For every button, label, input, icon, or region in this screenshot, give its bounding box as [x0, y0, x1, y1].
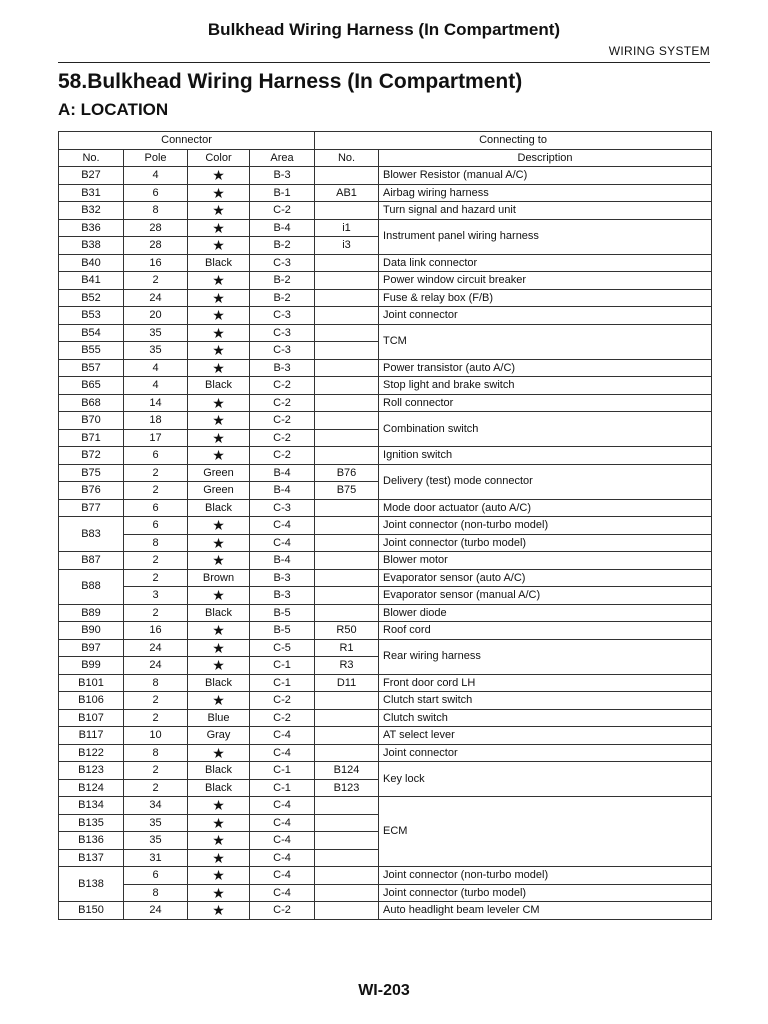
- pole-cell: 4: [124, 377, 188, 395]
- description-cell: Blower diode: [379, 604, 712, 622]
- table-row: [59, 674, 712, 692]
- connecting-no-cell: B76: [315, 464, 379, 482]
- connecting-no-cell: i1: [315, 219, 379, 237]
- table-row: [59, 709, 712, 727]
- color-cell: ★: [188, 814, 250, 832]
- pole-cell: 4: [124, 359, 188, 377]
- area-cell: B-3: [250, 167, 315, 185]
- connector-no-cell: B101: [59, 674, 124, 692]
- connecting-no-cell: [315, 307, 379, 325]
- pole-cell: 2: [124, 482, 188, 500]
- table-row: [59, 639, 712, 657]
- description-cell: Airbag wiring harness: [379, 184, 712, 202]
- color-cell: Brown: [188, 569, 250, 587]
- connecting-no-cell: [315, 447, 379, 465]
- table-row: [59, 219, 712, 237]
- header-rule: [58, 62, 710, 63]
- connector-no-cell: B53: [59, 307, 124, 325]
- pole-cell: 28: [124, 237, 188, 255]
- table-row: [59, 167, 712, 185]
- table-row: [59, 394, 712, 412]
- area-cell: B-2: [250, 237, 315, 255]
- description-cell: Blower motor: [379, 552, 712, 570]
- connector-no-cell: B87: [59, 552, 124, 570]
- area-cell: C-5: [250, 639, 315, 657]
- area-cell: B-5: [250, 604, 315, 622]
- pole-cell: 8: [124, 202, 188, 220]
- pole-cell: 8: [124, 674, 188, 692]
- pole-cell: 2: [124, 272, 188, 290]
- color-cell: ★: [188, 744, 250, 762]
- description-cell: Power window circuit breaker: [379, 272, 712, 290]
- description-cell: ECM: [379, 797, 712, 867]
- pole-cell: 6: [124, 447, 188, 465]
- area-cell: C-2: [250, 429, 315, 447]
- description-cell: Evaporator sensor (manual A/C): [379, 587, 712, 605]
- pole-cell: 8: [124, 744, 188, 762]
- area-cell: C-4: [250, 517, 315, 535]
- color-cell: ★: [188, 534, 250, 552]
- color-cell: ★: [188, 797, 250, 815]
- area-cell: C-3: [250, 307, 315, 325]
- description-cell: Joint connector: [379, 744, 712, 762]
- connecting-no-cell: [315, 849, 379, 867]
- table-row: [59, 184, 712, 202]
- description-cell: Instrument panel wiring harness: [379, 219, 712, 254]
- color-cell: ★: [188, 622, 250, 640]
- connector-no-cell: B135: [59, 814, 124, 832]
- area-cell: C-3: [250, 499, 315, 517]
- color-cell: ★: [188, 167, 250, 185]
- color-cell: ★: [188, 884, 250, 902]
- pole-cell: 24: [124, 657, 188, 675]
- table-row: [59, 202, 712, 220]
- pole-cell: 24: [124, 639, 188, 657]
- table-row: [59, 377, 712, 395]
- description-cell: Blower Resistor (manual A/C): [379, 167, 712, 185]
- connecting-no-cell: [315, 359, 379, 377]
- connecting-no-cell: [315, 744, 379, 762]
- table-row: [59, 289, 712, 307]
- color-cell: Black: [188, 604, 250, 622]
- area-cell: C-2: [250, 377, 315, 395]
- connector-no-cell: B71: [59, 429, 124, 447]
- area-cell: C-1: [250, 762, 315, 780]
- connecting-no-cell: [315, 342, 379, 360]
- pole-cell: 35: [124, 832, 188, 850]
- connector-no-cell: B55: [59, 342, 124, 360]
- pole-cell: 31: [124, 849, 188, 867]
- connecting-no-cell: B123: [315, 779, 379, 797]
- description-cell: Fuse & relay box (F/B): [379, 289, 712, 307]
- description-cell: Auto headlight beam leveler CM: [379, 902, 712, 920]
- connecting-no-cell: AB1: [315, 184, 379, 202]
- color-cell: Black: [188, 254, 250, 272]
- connector-no-cell: B83: [59, 517, 124, 552]
- pole-cell: 2: [124, 464, 188, 482]
- area-cell: C-3: [250, 254, 315, 272]
- color-cell: ★: [188, 342, 250, 360]
- connector-no-cell: B150: [59, 902, 124, 920]
- connector-no-cell: B54: [59, 324, 124, 342]
- table-row: [59, 762, 712, 780]
- description-cell: Clutch start switch: [379, 692, 712, 710]
- connector-no-cell: B57: [59, 359, 124, 377]
- color-cell: ★: [188, 289, 250, 307]
- area-cell: C-4: [250, 867, 315, 885]
- color-cell: ★: [188, 849, 250, 867]
- pole-cell: 2: [124, 569, 188, 587]
- connecting-no-cell: B75: [315, 482, 379, 500]
- pole-cell: 28: [124, 219, 188, 237]
- color-cell: Green: [188, 482, 250, 500]
- column-header-connecting-no: No.: [315, 149, 379, 167]
- table-row: [59, 324, 712, 342]
- color-cell: ★: [188, 272, 250, 290]
- connector-no-cell: B107: [59, 709, 124, 727]
- connecting-no-cell: [315, 867, 379, 885]
- pole-cell: 18: [124, 412, 188, 430]
- table-row: [59, 359, 712, 377]
- color-cell: Black: [188, 762, 250, 780]
- connecting-no-cell: [315, 884, 379, 902]
- pole-cell: 8: [124, 534, 188, 552]
- color-cell: ★: [188, 412, 250, 430]
- connector-no-cell: B41: [59, 272, 124, 290]
- connector-no-cell: B124: [59, 779, 124, 797]
- column-header-pole: Pole: [124, 149, 188, 167]
- area-cell: B-4: [250, 464, 315, 482]
- description-cell: Turn signal and hazard unit: [379, 202, 712, 220]
- pole-cell: 6: [124, 499, 188, 517]
- color-cell: Black: [188, 674, 250, 692]
- connector-no-cell: B117: [59, 727, 124, 745]
- table-row: [59, 727, 712, 745]
- area-cell: C-3: [250, 342, 315, 360]
- area-cell: B-2: [250, 272, 315, 290]
- area-cell: C-4: [250, 727, 315, 745]
- description-cell: Front door cord LH: [379, 674, 712, 692]
- area-cell: B-1: [250, 184, 315, 202]
- area-cell: C-4: [250, 849, 315, 867]
- column-header-description: Description: [379, 149, 712, 167]
- connector-no-cell: B137: [59, 849, 124, 867]
- connecting-no-cell: [315, 499, 379, 517]
- area-cell: C-4: [250, 797, 315, 815]
- connector-no-cell: B27: [59, 167, 124, 185]
- connector-no-cell: B90: [59, 622, 124, 640]
- connector-no-cell: B123: [59, 762, 124, 780]
- pole-cell: 6: [124, 184, 188, 202]
- table-row: [59, 902, 712, 920]
- connecting-no-cell: [315, 534, 379, 552]
- color-cell: Black: [188, 779, 250, 797]
- color-cell: ★: [188, 832, 250, 850]
- pole-cell: 2: [124, 552, 188, 570]
- pole-cell: 35: [124, 814, 188, 832]
- connector-no-cell: B40: [59, 254, 124, 272]
- table-row: [59, 884, 712, 902]
- connecting-to-group-header: Connecting to: [315, 132, 712, 150]
- section-label: WIRING SYSTEM: [608, 44, 710, 58]
- pole-cell: 4: [124, 167, 188, 185]
- connector-no-cell: B136: [59, 832, 124, 850]
- connecting-no-cell: [315, 167, 379, 185]
- connecting-no-cell: [315, 814, 379, 832]
- connecting-no-cell: [315, 272, 379, 290]
- connecting-no-cell: [315, 254, 379, 272]
- pole-cell: 16: [124, 622, 188, 640]
- area-cell: B-4: [250, 552, 315, 570]
- pole-cell: 16: [124, 254, 188, 272]
- color-cell: ★: [188, 237, 250, 255]
- table-row: [59, 464, 712, 482]
- pole-cell: 10: [124, 727, 188, 745]
- description-cell: Joint connector (non-turbo model): [379, 517, 712, 535]
- area-cell: B-3: [250, 359, 315, 377]
- connector-no-cell: B99: [59, 657, 124, 675]
- pole-cell: 24: [124, 289, 188, 307]
- pole-cell: 20: [124, 307, 188, 325]
- table-group-header-row: [59, 132, 712, 150]
- pole-cell: 2: [124, 692, 188, 710]
- pole-cell: 2: [124, 762, 188, 780]
- area-cell: C-2: [250, 692, 315, 710]
- area-cell: C-2: [250, 412, 315, 430]
- color-cell: ★: [188, 692, 250, 710]
- color-cell: ★: [188, 902, 250, 920]
- table-row: [59, 447, 712, 465]
- description-cell: Roof cord: [379, 622, 712, 640]
- area-cell: B-4: [250, 482, 315, 500]
- table-row: [59, 744, 712, 762]
- connector-no-cell: B31: [59, 184, 124, 202]
- connecting-no-cell: i3: [315, 237, 379, 255]
- color-cell: Black: [188, 499, 250, 517]
- table-row: [59, 534, 712, 552]
- pole-cell: 6: [124, 867, 188, 885]
- area-cell: C-4: [250, 884, 315, 902]
- description-cell: Joint connector (turbo model): [379, 534, 712, 552]
- area-cell: B-2: [250, 289, 315, 307]
- pole-cell: 14: [124, 394, 188, 412]
- connector-no-cell: B72: [59, 447, 124, 465]
- area-cell: C-2: [250, 447, 315, 465]
- pole-cell: 6: [124, 517, 188, 535]
- wiring-table: [58, 131, 712, 920]
- description-cell: Mode door actuator (auto A/C): [379, 499, 712, 517]
- column-header-no: No.: [59, 149, 124, 167]
- description-cell: Evaporator sensor (auto A/C): [379, 569, 712, 587]
- pole-cell: 2: [124, 604, 188, 622]
- table-row: [59, 867, 712, 885]
- connecting-no-cell: R1: [315, 639, 379, 657]
- color-cell: ★: [188, 867, 250, 885]
- area-cell: C-2: [250, 709, 315, 727]
- table-body: [59, 167, 712, 920]
- connecting-no-cell: R50: [315, 622, 379, 640]
- pole-cell: 34: [124, 797, 188, 815]
- connecting-no-cell: [315, 394, 379, 412]
- color-cell: ★: [188, 657, 250, 675]
- description-cell: Joint connector (turbo model): [379, 884, 712, 902]
- table-row: [59, 552, 712, 570]
- connector-no-cell: B88: [59, 569, 124, 604]
- connecting-no-cell: [315, 902, 379, 920]
- pole-cell: 2: [124, 779, 188, 797]
- area-cell: C-2: [250, 902, 315, 920]
- connector-no-cell: B65: [59, 377, 124, 395]
- area-cell: C-2: [250, 202, 315, 220]
- connecting-no-cell: [315, 709, 379, 727]
- connecting-no-cell: R3: [315, 657, 379, 675]
- table-row: [59, 254, 712, 272]
- area-cell: C-4: [250, 744, 315, 762]
- table-row: [59, 692, 712, 710]
- area-cell: C-4: [250, 534, 315, 552]
- table-row: [59, 517, 712, 535]
- color-cell: ★: [188, 639, 250, 657]
- connecting-no-cell: [315, 289, 379, 307]
- description-cell: Combination switch: [379, 412, 712, 447]
- table-row: [59, 587, 712, 605]
- area-cell: B-3: [250, 587, 315, 605]
- description-cell: Joint connector: [379, 307, 712, 325]
- color-cell: ★: [188, 324, 250, 342]
- area-cell: C-4: [250, 814, 315, 832]
- table-column-header-row: [59, 149, 712, 167]
- connecting-no-cell: [315, 202, 379, 220]
- table-row: [59, 604, 712, 622]
- pole-cell: 8: [124, 884, 188, 902]
- description-cell: Roll connector: [379, 394, 712, 412]
- connecting-no-cell: [315, 377, 379, 395]
- connector-no-cell: B68: [59, 394, 124, 412]
- connector-no-cell: B89: [59, 604, 124, 622]
- connector-no-cell: B32: [59, 202, 124, 220]
- table-row: [59, 412, 712, 430]
- connector-no-cell: B122: [59, 744, 124, 762]
- table-row: [59, 569, 712, 587]
- description-cell: Data link connector: [379, 254, 712, 272]
- area-cell: C-3: [250, 324, 315, 342]
- connector-no-cell: B77: [59, 499, 124, 517]
- color-cell: ★: [188, 552, 250, 570]
- area-cell: C-1: [250, 779, 315, 797]
- table-row: [59, 307, 712, 325]
- connecting-no-cell: [315, 692, 379, 710]
- area-cell: C-1: [250, 657, 315, 675]
- connector-no-cell: B106: [59, 692, 124, 710]
- description-cell: Rear wiring harness: [379, 639, 712, 674]
- description-cell: Delivery (test) mode connector: [379, 464, 712, 499]
- page-heading: 58.Bulkhead Wiring Harness (In Compartment): [58, 70, 523, 93]
- color-cell: ★: [188, 394, 250, 412]
- color-cell: ★: [188, 447, 250, 465]
- connector-group-header: Connector: [59, 132, 315, 150]
- color-cell: ★: [188, 202, 250, 220]
- connector-no-cell: B138: [59, 867, 124, 902]
- description-cell: AT select lever: [379, 727, 712, 745]
- connecting-no-cell: [315, 517, 379, 535]
- color-cell: Black: [188, 377, 250, 395]
- pole-cell: 35: [124, 324, 188, 342]
- area-cell: C-4: [250, 832, 315, 850]
- table-row: [59, 622, 712, 640]
- connector-no-cell: B70: [59, 412, 124, 430]
- pole-cell: 17: [124, 429, 188, 447]
- color-cell: ★: [188, 307, 250, 325]
- connector-no-cell: B52: [59, 289, 124, 307]
- color-cell: Green: [188, 464, 250, 482]
- connecting-no-cell: [315, 587, 379, 605]
- connector-no-cell: B75: [59, 464, 124, 482]
- color-cell: ★: [188, 184, 250, 202]
- connecting-no-cell: [315, 832, 379, 850]
- color-cell: ★: [188, 517, 250, 535]
- connector-no-cell: B134: [59, 797, 124, 815]
- connecting-no-cell: [315, 797, 379, 815]
- area-cell: C-1: [250, 674, 315, 692]
- color-cell: ★: [188, 587, 250, 605]
- color-cell: ★: [188, 219, 250, 237]
- pole-cell: 3: [124, 587, 188, 605]
- description-cell: Stop light and brake switch: [379, 377, 712, 395]
- connector-no-cell: B36: [59, 219, 124, 237]
- description-cell: Clutch switch: [379, 709, 712, 727]
- description-cell: Ignition switch: [379, 447, 712, 465]
- table-row: [59, 272, 712, 290]
- sub-heading: A: LOCATION: [58, 100, 169, 119]
- description-cell: Key lock: [379, 762, 712, 797]
- color-cell: ★: [188, 359, 250, 377]
- pole-cell: 2: [124, 709, 188, 727]
- connector-no-cell: B76: [59, 482, 124, 500]
- description-cell: Joint connector (non-turbo model): [379, 867, 712, 885]
- color-cell: Blue: [188, 709, 250, 727]
- connecting-no-cell: [315, 412, 379, 430]
- connecting-no-cell: [315, 727, 379, 745]
- column-header-color: Color: [188, 149, 250, 167]
- column-header-area: Area: [250, 149, 315, 167]
- connecting-no-cell: B124: [315, 762, 379, 780]
- connecting-no-cell: [315, 324, 379, 342]
- color-cell: Gray: [188, 727, 250, 745]
- pole-cell: 35: [124, 342, 188, 360]
- doc-title: Bulkhead Wiring Harness (In Compartment): [207, 20, 561, 39]
- connecting-no-cell: [315, 604, 379, 622]
- area-cell: B-3: [250, 569, 315, 587]
- connecting-no-cell: [315, 569, 379, 587]
- table-row: [59, 499, 712, 517]
- connector-no-cell: B38: [59, 237, 124, 255]
- table-row: [59, 797, 712, 815]
- area-cell: C-2: [250, 394, 315, 412]
- description-cell: TCM: [379, 324, 712, 359]
- connector-no-cell: B97: [59, 639, 124, 657]
- pole-cell: 24: [124, 902, 188, 920]
- page-number: WI-203: [358, 982, 410, 999]
- color-cell: ★: [188, 429, 250, 447]
- description-cell: Power transistor (auto A/C): [379, 359, 712, 377]
- area-cell: B-4: [250, 219, 315, 237]
- connecting-no-cell: [315, 552, 379, 570]
- connecting-no-cell: [315, 429, 379, 447]
- connecting-no-cell: D11: [315, 674, 379, 692]
- area-cell: B-5: [250, 622, 315, 640]
